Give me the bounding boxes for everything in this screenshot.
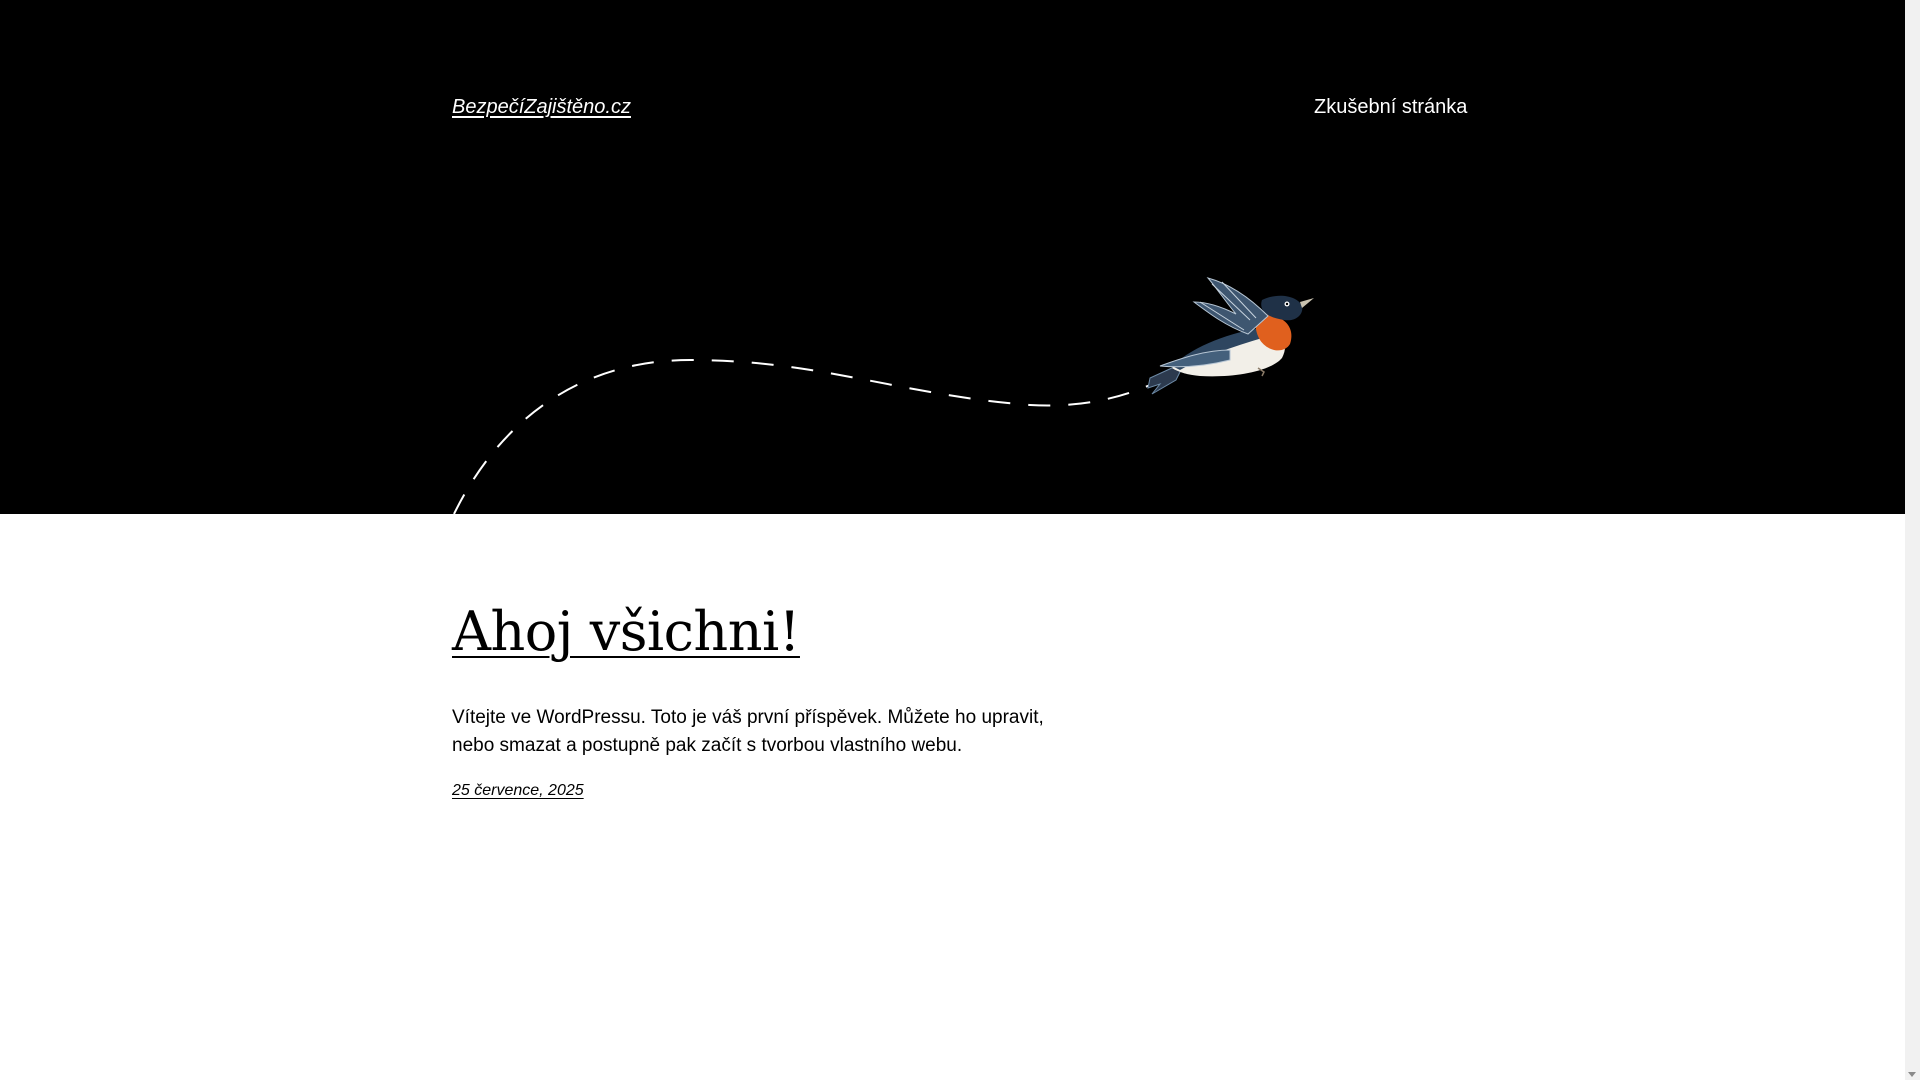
bird-icon — [1148, 278, 1314, 394]
vertical-scrollbar[interactable] — [1905, 0, 1920, 1080]
post-excerpt: Vítejte ve WordPressu. Toto je váš první příspěvek. Můžete ho upravit, nebo smazat a postupně pak začít s tvorbou vlastního webu. — [452, 707, 1044, 756]
nav-item-test-page[interactable]: Zkušební stránka — [1314, 96, 1468, 118]
post-date-link[interactable]: 25 července, 2025 — [452, 782, 584, 799]
hero-header — [0, 0, 1905, 514]
flight-path — [454, 360, 1150, 514]
site-title-link[interactable]: BezpečíZajištěno.cz — [452, 96, 631, 118]
post-title-link[interactable]: Ahoj všichni! — [452, 600, 800, 663]
hero-illustration — [0, 0, 1905, 514]
chevron-down-icon[interactable] — [1908, 1072, 1916, 1077]
